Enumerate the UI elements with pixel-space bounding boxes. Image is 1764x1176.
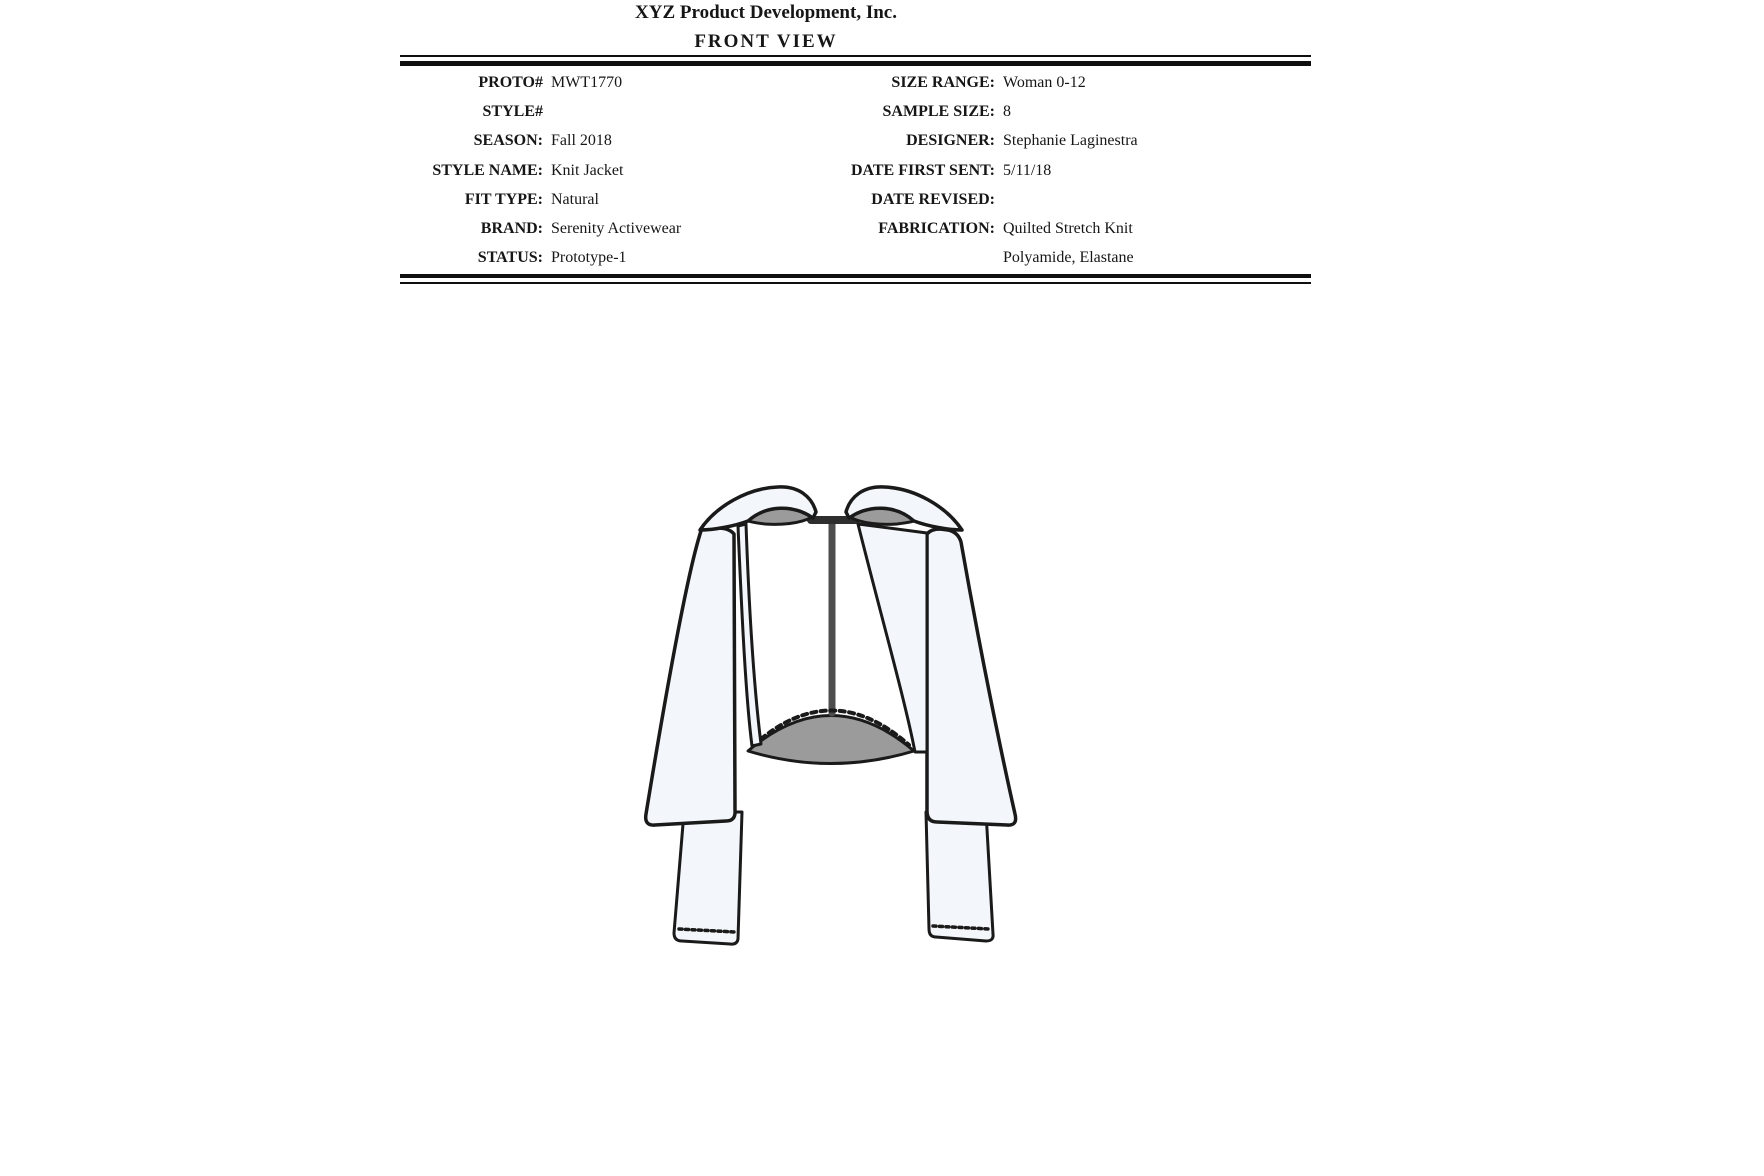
right-cuff xyxy=(926,812,993,941)
spec-label: DESIGNER: xyxy=(906,132,995,150)
back-hem-crescent xyxy=(748,716,914,764)
spec-value: Serenity Activewear xyxy=(551,220,682,238)
spec-label: BRAND: xyxy=(480,220,543,238)
left-front-opening-edge xyxy=(738,524,761,746)
spec-value: 5/11/18 xyxy=(1003,161,1052,179)
spec-label: SEASON: xyxy=(473,132,543,150)
spec-value: Fall 2018 xyxy=(551,132,612,150)
spec-label: STYLE# xyxy=(482,102,543,120)
left-sleeve xyxy=(646,528,735,825)
spec-value: MWT1770 xyxy=(551,73,623,91)
spec-value: Polyamide, Elastane xyxy=(1003,249,1134,267)
spec-label: SAMPLE SIZE: xyxy=(882,102,995,120)
spec-value: Knit Jacket xyxy=(551,161,624,179)
spec-value: Woman 0-12 xyxy=(1003,73,1086,91)
spec-value: Natural xyxy=(551,190,599,208)
right-sleeve xyxy=(927,529,1016,825)
view-title: FRONT VIEW xyxy=(694,31,838,52)
spec-value: Prototype-1 xyxy=(551,249,627,267)
spec-label: DATE REVISED: xyxy=(871,190,995,208)
spec-value: Stephanie Laginestra xyxy=(1003,132,1138,150)
spec-label: FIT TYPE: xyxy=(464,190,543,208)
spec-value: Quilted Stretch Knit xyxy=(1003,220,1133,238)
spec-label: STYLE NAME: xyxy=(432,161,543,179)
spec-value: 8 xyxy=(1003,102,1011,120)
company-title: XYZ Product Development, Inc. xyxy=(635,2,897,23)
spec-label: STATUS: xyxy=(477,249,543,267)
spec-label: FABRICATION: xyxy=(878,220,995,238)
spec-label: DATE FIRST SENT: xyxy=(850,161,995,179)
spec-label: PROTO# xyxy=(478,73,543,91)
spec-label: SIZE RANGE: xyxy=(891,73,995,91)
left-cuff xyxy=(674,812,742,944)
